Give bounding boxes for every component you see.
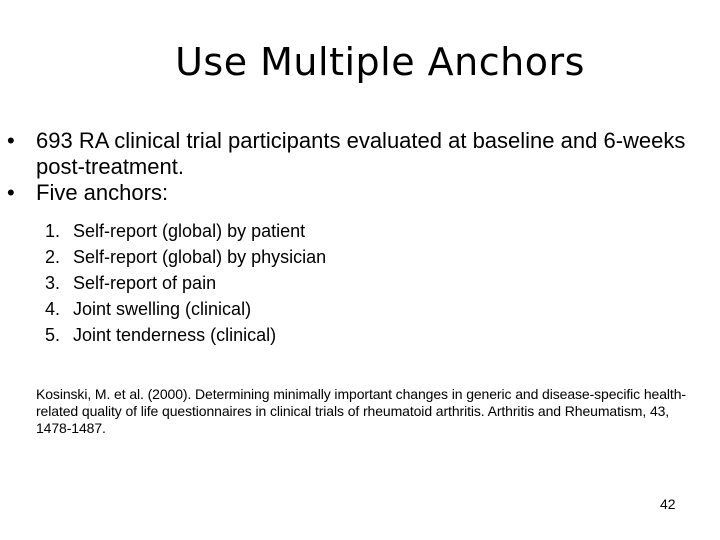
list-number: 4. [45,299,61,319]
bullet-text: Five anchors: [36,180,169,205]
bullet-item-participants [0,128,686,180]
list-item [0,244,720,270]
bullet-item-anchors [0,180,686,206]
list-text: Self-report of pain [73,273,217,293]
list-number: 5. [45,325,61,345]
list-number: 1. [45,221,61,241]
list-item [0,270,720,296]
list-item [0,218,720,244]
bullet-list [0,128,720,206]
list-item [0,296,720,322]
bullet-marker: • [7,128,15,153]
list-text: Self-report (global) by patient [73,221,306,241]
list-text: Joint tenderness (clinical) [73,325,277,345]
citation: Kosinski, M. et al. (2000). Determining minimally important changes in generic and disease-specific health-related quality of life questionnaires in clinical trials of rheumatoid arthritis. Arthritis and Rheumatism, 43, 1478-1487. [36,386,686,436]
slide-title: Use Multiple Anchors [175,40,585,84]
bullet-marker: • [7,180,15,205]
list-number: 3. [45,273,61,293]
list-number: 2. [45,247,61,267]
list-text: Joint swelling (clinical) [73,299,252,319]
anchor-list [0,218,720,348]
list-text: Self-report (global) by physician [73,247,327,267]
page-number: 42 [660,496,676,512]
list-item [0,322,720,348]
bullet-text: 693 RA clinical trial participants evaluated at baseline and 6-weeks post-treatment. [36,128,686,179]
